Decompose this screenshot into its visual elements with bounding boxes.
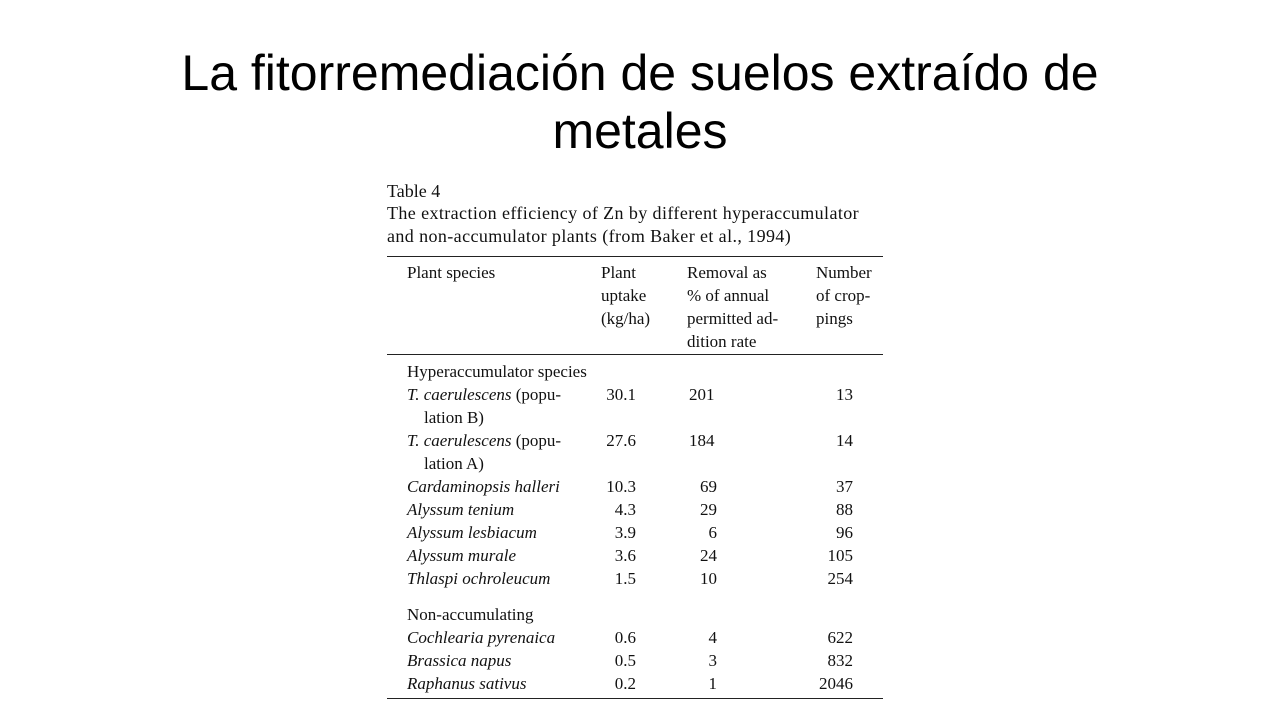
removal-cell: 6 [708,523,717,542]
table-figure [387,180,883,702]
removal-cell: 10 [700,569,717,588]
species-name: T. caerulescens [407,385,512,404]
croppings-cell: 96 [836,523,853,542]
uptake-cell: 27.6 [606,431,636,450]
table-top-rule [387,256,883,257]
species-suffix: (popu- [511,385,562,404]
slide-title-line: La fitorremediación de suelos extraído de [181,45,1099,101]
data-table [387,256,883,702]
table-caption [387,202,883,248]
croppings-cell: 13 [836,385,853,404]
species-cell: Alyssum tenium [407,500,515,519]
uptake-cell: 3.6 [614,546,636,565]
table-caption-line: and non-accumulator plants (from Baker et al., 1994) [387,226,792,246]
species-cell: Alyssum murale [407,546,517,565]
header-plant-uptake: Plant uptake (kg/ha) [601,263,651,328]
slide-title [0,44,1280,160]
species-cell: Cardaminopsis halleri [407,477,560,496]
header-number-of-croppings: Number of crop- pings [816,263,872,328]
species-cell-continuation: lation B) [424,408,484,427]
species-cell: Thlaspi ochroleucum [407,569,551,588]
croppings-cell: 2046 [819,674,853,693]
species-cell-continuation: lation A) [424,454,484,473]
uptake-cell: 10.3 [606,477,636,496]
species-cell [407,383,561,406]
removal-cell: 1 [708,674,717,693]
uptake-cell: 3.9 [614,523,636,542]
group-label-non-accumulating: Non-accumulating [407,605,534,624]
removal-cell: 201 [689,385,715,404]
species-cell: Alyssum lesbiacum [407,523,537,542]
header-removal-rate: Removal as % of annual permitted ad- dition rate [687,263,779,351]
croppings-cell: 37 [836,477,853,496]
uptake-cell: 0.2 [614,674,636,693]
croppings-cell: 832 [827,651,853,670]
croppings-cell: 88 [836,500,853,519]
species-cell: Cochlearia pyrenaica [407,628,556,647]
removal-cell: 24 [700,546,717,565]
removal-cell: 184 [689,431,715,450]
uptake-cell: 4.3 [614,500,636,519]
slide-title-line: metales [552,103,728,159]
uptake-cell: 1.5 [614,569,636,588]
species-cell: Brassica napus [407,651,512,670]
header-plant-species: Plant species [407,263,496,282]
table-caption-line: The extraction efficiency of Zn by different hyperaccumulator [387,203,860,223]
group-label-hyperaccumulator: Hyperaccumulator species [407,362,587,381]
uptake-cell: 30.1 [606,385,636,404]
species-cell [407,429,561,452]
removal-cell: 29 [700,500,717,519]
croppings-cell: 105 [827,546,853,565]
species-cell: Raphanus sativus [407,674,527,693]
removal-cell: 69 [700,477,717,496]
species-suffix: (popu- [511,431,562,450]
table-number: Table 4 [387,181,441,201]
removal-cell: 3 [708,651,717,670]
croppings-cell: 622 [827,628,853,647]
croppings-cell: 14 [836,431,853,450]
croppings-cell: 254 [827,569,853,588]
table-bottom-rule [387,698,883,699]
uptake-cell: 0.5 [614,651,636,670]
species-name: T. caerulescens [407,431,512,450]
removal-cell: 4 [708,628,717,647]
table-header-rule [387,354,883,355]
uptake-cell: 0.6 [614,628,636,647]
